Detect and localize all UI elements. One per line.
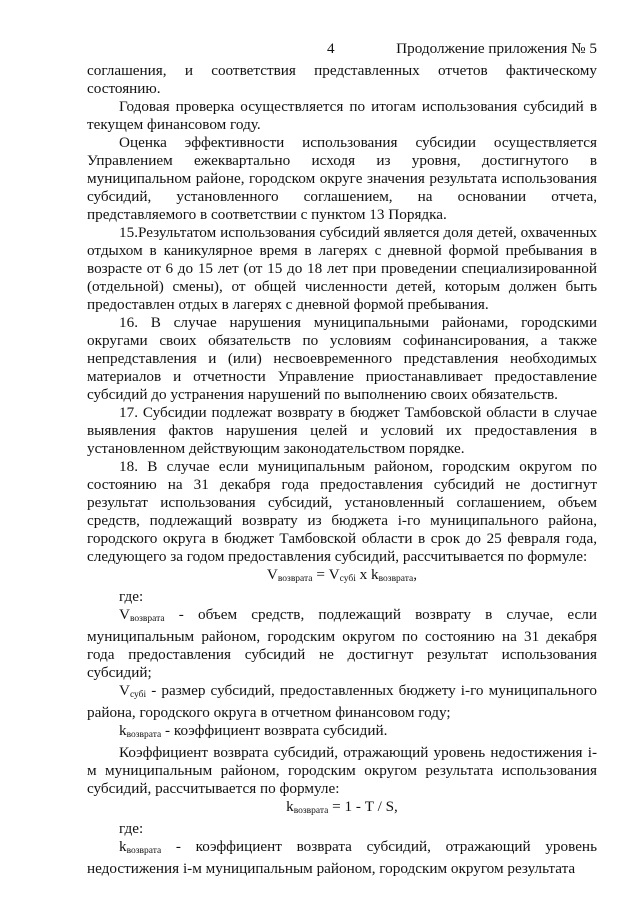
definition-symbol: V bbox=[119, 606, 130, 623]
definition-subscript: возврата bbox=[129, 614, 165, 624]
definition-text: - коэффициент возврата субсидий. bbox=[161, 722, 388, 739]
definition-symbol: V bbox=[119, 682, 130, 699]
paragraph: Коэффициент возврата субсидий, отражающий уровень недостижения i-м муниципальным районом, городским округом результата использования субсидий, рассчитывается по формуле: bbox=[87, 744, 597, 797]
document-body bbox=[87, 62, 597, 878]
formula-text: = V bbox=[312, 566, 340, 583]
where-label: где: bbox=[119, 588, 144, 605]
paragraph: Годовая проверка осуществляется по итогам использования субсидий в текущем финансовом году. bbox=[87, 98, 597, 133]
definition-v-return bbox=[87, 606, 597, 682]
definition-subscript: возврата bbox=[126, 846, 162, 856]
definition-text: - коэффициент возврата субсидий, отражающий уровень недостижения i-м муниципальным районом, городским округом результата bbox=[87, 838, 597, 877]
definition-text: - объем средств, подлежащий возврату в случае, если муниципальным районом, городским округом по состоянию на 31 декабря года предоставления субсидий не достигнут результат использования субсидий; bbox=[87, 606, 597, 681]
formula-symbol: V bbox=[266, 566, 278, 583]
definition-v-subsidy bbox=[87, 682, 597, 722]
definition-subscript: возврата bbox=[126, 730, 162, 740]
formula-text: , bbox=[413, 566, 418, 583]
paragraph: соглашения, и соответствия представленных отчетов фактическому состоянию. bbox=[87, 62, 597, 97]
formula-return-coefficient bbox=[87, 798, 597, 820]
definition-k-return bbox=[87, 722, 597, 744]
formula-subscript: субi bbox=[339, 574, 356, 584]
page-number: 4 bbox=[327, 40, 335, 57]
appendix-continuation-header: Продолжение приложения № 5 bbox=[396, 40, 597, 57]
paragraph: 18. В случае если муниципальным районом, городским округом по состоянию на 31 декабря года предоставления субсидий не достигнут результат использования субсидий, установленный соглашением, объем средств, подлежащий возврату из бюджета i-го муниципального района, городского округа в бюджет Тамбовской области в срок до 25 февраля года, следующего за годом предоставления субсидий, рассчитывается по формуле: bbox=[87, 458, 597, 565]
formula-return-volume bbox=[87, 566, 597, 588]
formula-symbol: k bbox=[286, 798, 294, 815]
definition-symbol: k bbox=[119, 722, 127, 739]
formula-subscript: возврата bbox=[293, 806, 329, 816]
definition-text: - размер субсидий, предоставленных бюджету i-го муниципального района, городского округа в отчетном финансовом году; bbox=[87, 682, 597, 721]
where-label: где: bbox=[119, 820, 144, 837]
paragraph: Оценка эффективности использования субсидии осуществляется Управлением ежеквартально исходя из уровня, достигнутого в муниципальном районе, городском округе значения результата использования субсидий, установленного соглашением, на основании отчета, представляемого в соответствии с пунктом 13 Порядка. bbox=[87, 134, 597, 223]
paragraph: 15.Результатом использования субсидий является доля детей, охваченных отдыхом в каникулярное время в лагерях с дневной формой пребывания в возрасте от 6 до 15 лет (от 15 до 18 лет при проведении специализированной (отдельной) смены), от общей численности детей, которым должен быть предоставлен отдых в лагерях с дневной формой пребывания. bbox=[87, 224, 597, 313]
definition-subscript: субi bbox=[129, 690, 147, 700]
formula-subscript: возврата bbox=[378, 574, 414, 584]
formula-subscript: возврата bbox=[277, 574, 313, 584]
paragraph: 16. В случае нарушения муниципальными районами, городскими округами своих обязательств по условиям софинансирования, а также непредставления и (или) несвоевременного представления необходимых материалов и отчетности Управление приостанавливает предоставление субсидий до устранения нарушений по выполнению своих обязательств. bbox=[87, 314, 597, 403]
formula-text: = 1 - T / S, bbox=[328, 798, 398, 815]
definition-k-coefficient bbox=[87, 838, 597, 878]
definition-symbol: k bbox=[119, 838, 127, 855]
paragraph: 17. Субсидии подлежат возврату в бюджет Тамбовской области в случае выявления фактов нарушения целей и условий их предоставления в установленном действующим законодательством порядке. bbox=[87, 404, 597, 457]
formula-text: х k bbox=[355, 566, 379, 583]
